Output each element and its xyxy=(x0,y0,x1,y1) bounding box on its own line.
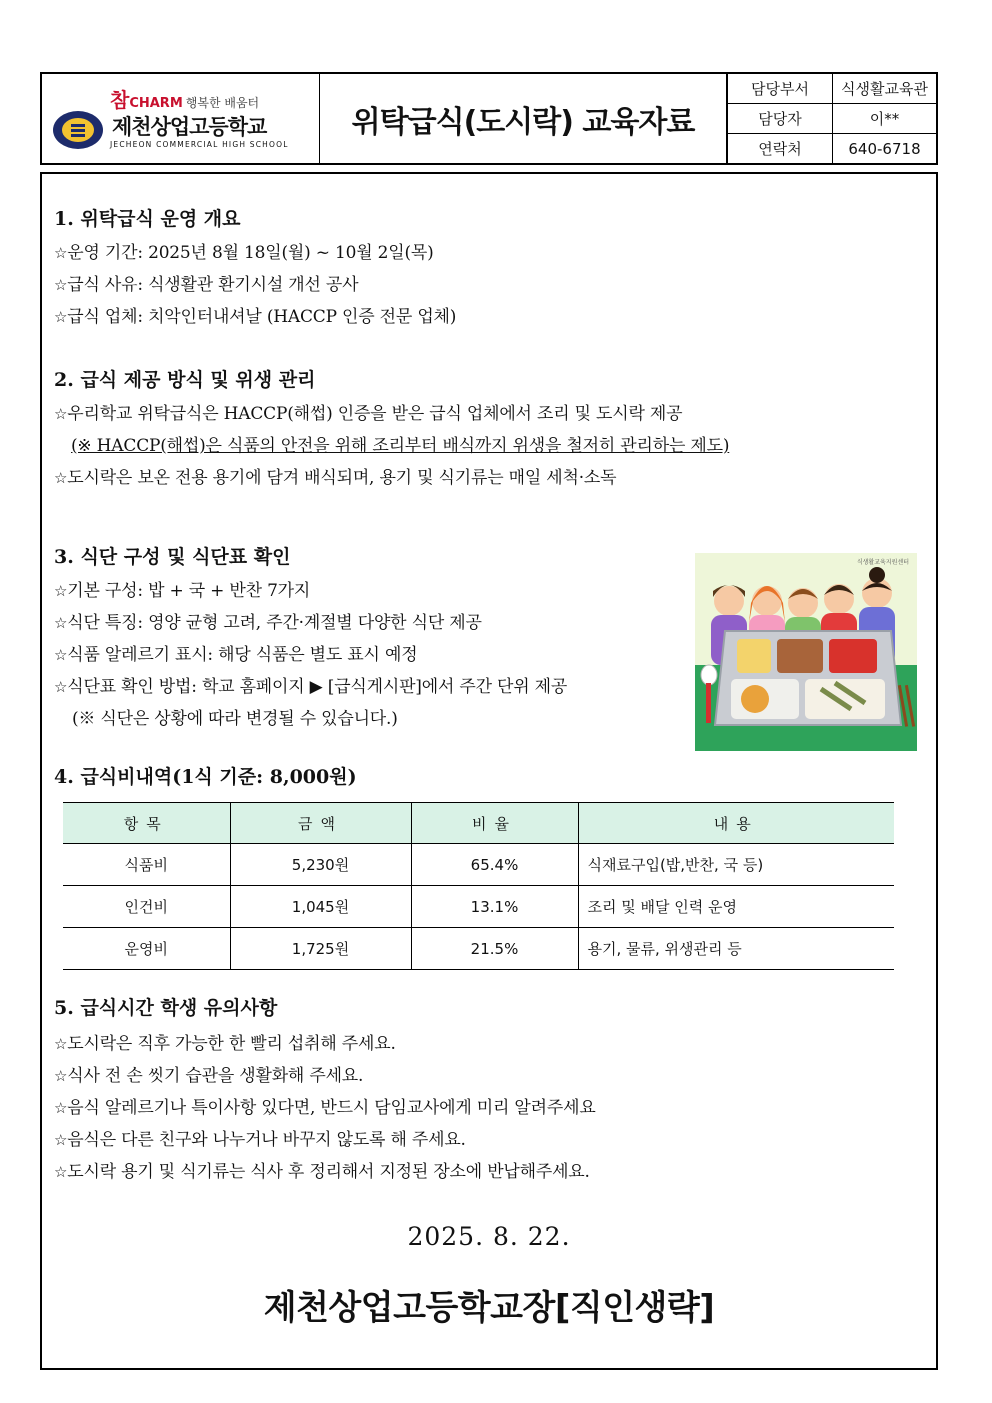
illustration-caption: 식생활교육지원센터 xyxy=(856,559,909,566)
star-bullet-icon: ☆ xyxy=(54,614,68,632)
contact-info-table xyxy=(727,74,936,163)
list-item: ☆운영 기간: 2025년 8월 18일(월) ~ 10월 2일(목) xyxy=(54,243,434,263)
header-item: 항목 xyxy=(63,803,230,844)
students-lunch-illustration xyxy=(695,553,917,751)
list-item: ☆급식 사유: 식생활관 환기시설 개선 공사 xyxy=(54,275,359,295)
list-item: ☆음식 알레르기나 특이사항 있다면, 반드시 담임교사에게 미리 알려주세요 xyxy=(54,1098,596,1118)
document-body xyxy=(40,172,938,1370)
document-title: 위탁급식(도시락) 교육자료 xyxy=(320,74,727,163)
star-bullet-icon: ☆ xyxy=(54,1035,68,1053)
section-5-title: 5. 급식시간 학생 유의사항 xyxy=(54,997,278,1019)
star-bullet-icon: ☆ xyxy=(54,1163,68,1181)
list-item: ☆음식은 다른 친구와 나누거나 바꾸지 않도록 해 주세요. xyxy=(54,1130,466,1150)
list-item: ☆도시락은 직후 가능한 한 빨리 섭취해 주세요. xyxy=(54,1034,396,1054)
list-item: ☆식품 알레르기 표시: 해당 식품은 별도 표시 예정 xyxy=(54,645,418,665)
school-logo xyxy=(42,74,320,163)
meal-cost-table xyxy=(63,802,894,970)
list-item: ☆기본 구성: 밥 + 국 + 반찬 7가지 xyxy=(54,581,311,601)
star-bullet-icon: ☆ xyxy=(54,1131,68,1149)
star-bullet-icon: ☆ xyxy=(54,582,68,600)
principal-signature: 제천상업고등학교장[직인생략] xyxy=(263,1288,715,1328)
school-name: 제천상업고등학교 xyxy=(112,115,267,139)
star-bullet-icon: ☆ xyxy=(54,1067,68,1085)
header-amount: 금액 xyxy=(230,803,411,844)
table-row: 식품비 5,230원 65.4% 식재료구입(밥,반찬, 국 등) xyxy=(63,844,894,886)
star-bullet-icon: ☆ xyxy=(54,308,68,326)
table-row: 운영비 1,725원 21.5% 용기, 물류, 위생관리 등 xyxy=(63,928,894,970)
header-ratio: 비율 xyxy=(411,803,578,844)
list-item: ☆식사 전 손 씻기 습관을 생활화해 주세요. xyxy=(54,1066,364,1086)
school-emblem-icon xyxy=(51,108,105,152)
haccp-note: (※ HACCP(해썹)은 식품의 안전을 위해 조리부터 배식까지 위생을 철저히 관리하는 제도) xyxy=(71,436,730,456)
star-bullet-icon: ☆ xyxy=(54,1099,68,1117)
star-bullet-icon: ☆ xyxy=(54,244,68,262)
list-item: ☆식단표 확인 방법: 학교 홈페이지 ▶ [급식게시판]에서 주간 단위 제공 xyxy=(54,677,568,697)
section-1-title: 1. 위탁급식 운영 개요 xyxy=(54,208,241,230)
star-bullet-icon: ☆ xyxy=(54,276,68,294)
section-3-title: 3. 식단 구성 및 식단표 확인 xyxy=(54,546,291,568)
list-item: ☆식단 특징: 영양 균형 고려, 주간·계절별 다양한 식단 제공 xyxy=(54,613,482,633)
list-item: ☆도시락은 보온 전용 용기에 담겨 배식되며, 용기 및 식기류는 매일 세척·소독 xyxy=(54,468,617,488)
document-header xyxy=(40,72,938,165)
header-content: 내용 xyxy=(578,803,894,844)
star-bullet-icon: ☆ xyxy=(54,405,68,423)
section-4-title: 4. 급식비내역(1식 기준: 8,000원) xyxy=(54,766,357,788)
charm-slogan: 참CHARM 행복한 배움터 xyxy=(110,88,260,112)
menu-change-note: (※ 식단은 상황에 따라 변경될 수 있습니다.) xyxy=(72,709,398,729)
document-date: 2025. 8. 22. xyxy=(407,1222,571,1251)
table-header-row xyxy=(63,803,894,844)
list-item: ☆급식 업체: 치악인터내셔날 (HACCP 인증 전문 업체) xyxy=(54,307,457,327)
star-bullet-icon: ☆ xyxy=(54,678,68,696)
info-row-department: 담당부서 식생활교육관 xyxy=(728,74,937,104)
school-name-english: JECHEON COMMERCIAL HIGH SCHOOL xyxy=(110,140,289,149)
star-bullet-icon: ☆ xyxy=(54,646,68,664)
section-2-title: 2. 급식 제공 방식 및 위생 관리 xyxy=(54,369,316,391)
info-row-person: 담당자 이** xyxy=(728,104,937,134)
info-row-contact: 연락처 640-6718 xyxy=(728,134,937,164)
table-row: 인건비 1,045원 13.1% 조리 및 배달 인력 운영 xyxy=(63,886,894,928)
star-bullet-icon: ☆ xyxy=(54,469,68,487)
list-item: ☆도시락 용기 및 식기류는 식사 후 정리해서 지정된 장소에 반납해주세요. xyxy=(54,1162,590,1182)
list-item: ☆우리학교 위탁급식은 HACCP(해썹) 인증을 받은 급식 업체에서 조리 및 도시락 제공 xyxy=(54,404,683,424)
